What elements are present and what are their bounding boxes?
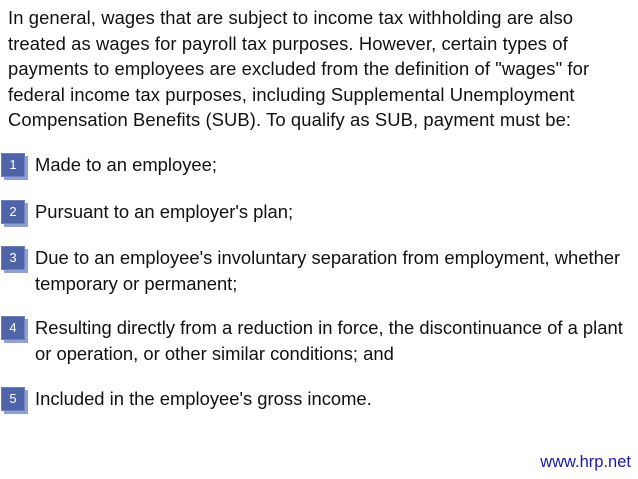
item-text: Due to an employee's involuntary separation from employment, whether temporary or permanent; bbox=[35, 247, 621, 294]
item-text: Made to an employee; bbox=[35, 154, 217, 175]
item-text: Pursuant to an employer's plan; bbox=[35, 201, 294, 222]
item-number-badge: 3 bbox=[1, 246, 25, 270]
item-number-badge: 4 bbox=[1, 316, 25, 340]
item-text: Included in the employee's gross income. bbox=[35, 388, 372, 409]
intro-paragraph: In general, wages that are subject to income tax withholding are also treated as wages for payroll tax purposes. However, certain types of payments to employees are excluded from the definition of "wages" for federal income tax purposes, including Supplemental Unemployment Compensation Benefits (SUB). To qualify as SUB, payment must be: bbox=[8, 7, 590, 130]
item-text: Resulting directly from a reduction in force, the discontinuance of a plant or operation, or other similar conditions; and bbox=[35, 317, 623, 364]
website-link[interactable]: www.hrp.net bbox=[540, 453, 631, 471]
item-number-badge: 5 bbox=[1, 387, 25, 411]
item-number-badge: 2 bbox=[1, 200, 25, 224]
item-number-badge: 1 bbox=[1, 153, 25, 177]
